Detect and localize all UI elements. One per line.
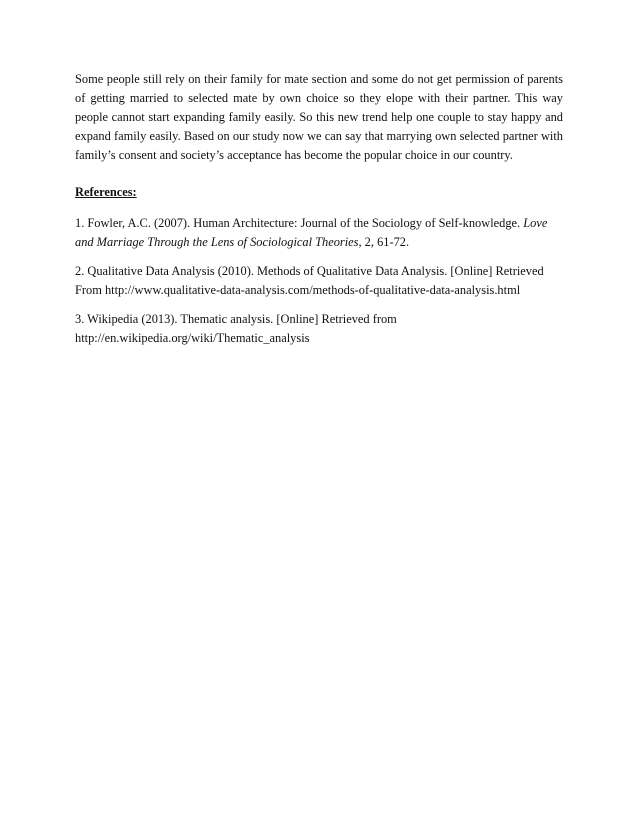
reference-1-text-b: , 2, 61-72. bbox=[358, 235, 410, 249]
reference-3-line-2: http://en.wikipedia.org/wiki/Thematic_analysis bbox=[75, 331, 310, 345]
body-paragraph: Some people still rely on their family for mate section and some do not get permission of parents of getting married to selected mate by own choice so they elope with their partner. This way people cannot start expanding family easily. So this new trend help one couple to stay happy and expand family easily. Based on our study now we can say that marrying own selected partner with family’s consent and society’s acceptance has become the popular choice in our country. bbox=[75, 72, 563, 162]
reference-item-2 bbox=[75, 262, 563, 300]
reference-item-1 bbox=[75, 214, 563, 252]
references-heading: References: bbox=[75, 185, 137, 199]
reference-2-line-1: 2. Qualitative Data Analysis (2010). Methods of Qualitative Data Analysis. [Online] Retrieved bbox=[75, 264, 544, 278]
reference-1-line-2 bbox=[75, 233, 563, 252]
reference-3-line-1: 3. Wikipedia (2013). Thematic analysis. [Online] Retrieved from bbox=[75, 312, 397, 326]
reference-item-3 bbox=[75, 310, 563, 348]
reference-1-line-1 bbox=[75, 214, 563, 233]
reference-1-title-a: Love bbox=[523, 216, 548, 230]
reference-2-line-2: From http://www.qualitative-data-analysis.com/methods-of-qualitative-data-analysis.html bbox=[75, 283, 521, 297]
reference-1-text-a: 1. Fowler, A.C. (2007). Human Architecture: Journal of the Sociology of Self-knowledge. bbox=[75, 216, 524, 230]
reference-1-title-b: and Marriage Through the Lens of Sociological Theories bbox=[75, 235, 359, 249]
document-page bbox=[75, 70, 563, 348]
